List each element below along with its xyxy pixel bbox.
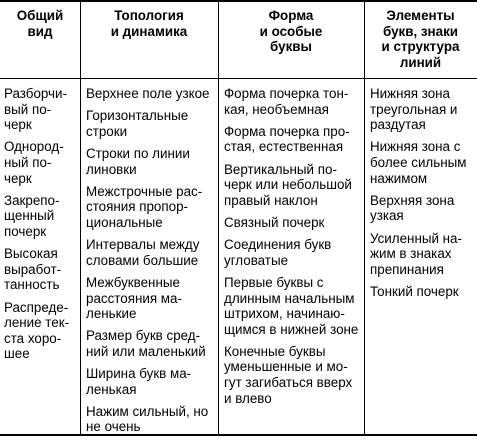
header-topology-dynamics xyxy=(80,2,218,78)
table-cell: Нижняя зона треугольная и раздутая xyxy=(370,86,458,133)
table-cell: Первые буквы с длинным начальным штрихом, начинаю- щимся в нижней зоне xyxy=(224,274,359,337)
column-letter-elements xyxy=(370,86,476,306)
table-cell: Усиленный на- жим в знаках препинания xyxy=(370,230,462,277)
table-cell: Конечные буквы уменьшенные и мо- гут загибаться вверх и влево xyxy=(224,343,353,406)
table-header-row xyxy=(0,2,477,79)
table-cell: Распреде- ление тек- ста хоро- шее xyxy=(4,299,70,362)
table-cell: Нижняя зона с более сильным нажимом xyxy=(370,139,467,186)
header-general-view xyxy=(0,2,80,78)
table-cell: Верхняя зона узкая xyxy=(370,192,455,224)
column-divider xyxy=(80,2,81,434)
table-cell: Разборчи- вый по- черк xyxy=(4,86,67,133)
table-cell: Горизонтальные строки xyxy=(86,108,189,139)
column-form-special-letters xyxy=(224,86,362,413)
header-letter-elements xyxy=(364,2,477,78)
table-cell: Тонкий почерк xyxy=(370,283,459,299)
table-cell: Строки по линии линовки xyxy=(86,145,190,177)
table-cell: Связный почерк xyxy=(224,214,325,230)
header-topology-dynamics-label: Топология и динамика xyxy=(110,8,188,39)
table-cell: Соединения букв угловатые xyxy=(224,237,332,268)
header-letter-elements-label: Элементы букв, знаки и структура линий xyxy=(381,8,460,70)
header-form-special-letters-label: Форма и особые буквы xyxy=(259,8,323,54)
table-cell: Верхнее поле узкое xyxy=(86,86,210,101)
column-divider xyxy=(218,2,219,434)
table-cell: Высокая выработ- танность xyxy=(4,246,62,293)
table-cell: Вертикальный по- черк или небольшой правый наклон xyxy=(224,161,352,208)
header-general-view-label: Общий вид xyxy=(16,8,64,39)
column-divider xyxy=(364,2,365,434)
table-cell: Закрепо- щенный почерк xyxy=(4,192,60,239)
table-cell: Форма почерка про- стая, естественная xyxy=(224,123,350,155)
table-cell: Нажим сильный, но не очень xyxy=(86,403,209,435)
table-cell: Размер букв сред- ний или маленький xyxy=(86,328,206,359)
table-cell: Межстрочные рас- стояния пропор- циональные xyxy=(86,183,203,230)
table-cell: Ширина букв ма- ленькая xyxy=(86,366,192,397)
table-cell: Форма почерка тон- кая, необъемная xyxy=(224,86,349,117)
header-form-special-letters xyxy=(218,2,364,78)
table-cell: Межбуквенные расстояния ма- ленькие xyxy=(86,274,182,322)
column-topology-dynamics xyxy=(86,86,216,442)
column-general-view xyxy=(4,86,78,368)
table-cell: Однород- ный по- черк xyxy=(4,139,64,186)
table-cell: Интервалы между словами большие xyxy=(86,237,200,268)
